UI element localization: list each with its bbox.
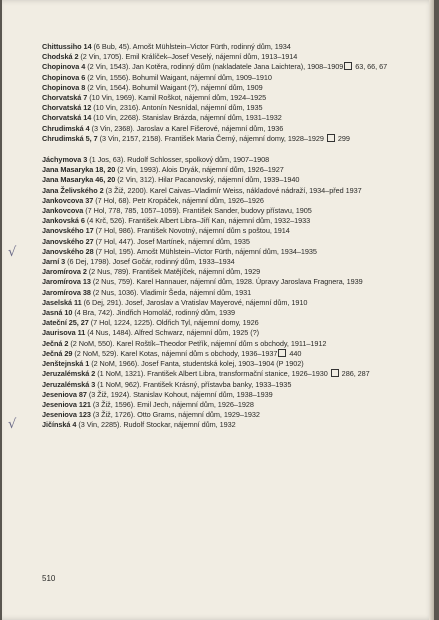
entry-details: (3 Vin, 2157, 2158). František Maria Černý, nájemní domy, 1928–1929 [97,133,326,143]
street-name: Jaromírova 2 [42,267,87,277]
street-name: Jeruzalémská 2 [42,369,96,379]
index-entry [42,308,412,318]
entry-details: (4 Krč, 526). František Albert Libra–Jiří Kan, nájemní dům, 1932–1933 [84,216,311,226]
street-name: Jičínská 4 [42,420,77,430]
entry-group-ch [42,42,412,144]
entry-details: (4 Nus, 1484). Alfred Schwarz, nájemní dům, 1925 (?) [85,328,259,338]
figure-reference-icon [344,62,352,70]
street-name: Chittussiho 14 [42,42,92,51]
street-name: Chopinova 6 [42,72,86,82]
index-entry [42,237,412,247]
entry-details: (3 Žiž, 1726). Otto Grams, nájemní dům, 1929–1932 [90,410,260,420]
page-spine-shadow [429,0,434,620]
entry-details: (10 Vin, 2268). Stanislav Brázda, nájemní dům, 1931–1932 [91,113,282,123]
street-name: Jeruzalémská 3 [42,379,96,389]
index-entry [42,247,412,257]
entry-details: (10 Vin, 2316). Antonín Nesnídal, nájemní dům, 1935 [91,103,263,113]
index-entry [42,175,412,185]
index-entry [42,318,412,328]
street-name: Jankovcova 37 [42,195,94,205]
figure-numbers: 440 [287,348,302,358]
entry-details: (2 Vin, 1993). Alois Dryák, nájemní dům, 1926–1927 [115,165,284,175]
index-entry [42,206,412,216]
street-name: Chodská 2 [42,52,79,62]
index-entry [42,216,412,226]
index-entry [42,267,412,277]
book-page [2,0,434,620]
entry-details: (2 Vin, 1564). Bohumil Waigant (?), nájemní dům, 1909 [85,82,263,92]
index-entry [42,103,412,113]
street-name: Jateční 25, 27 [42,318,89,328]
index-entry [42,113,412,123]
entry-details: (2 Vin, 1705). Emil Králíček–Josef Veselý, nájemní dům, 1913–1914 [78,52,298,62]
street-name: Jáchymova 3 [42,155,88,165]
street-name: Jana Želivského 2 [42,185,104,195]
index-entry [42,165,412,175]
street-name: Jankovcova [42,206,84,216]
index-entry [42,400,412,410]
index-entry [42,369,412,379]
index-entry [42,277,412,287]
index-entry [42,186,412,196]
street-index-text [42,42,412,431]
street-name: Jana Masaryka 46, 20 [42,175,116,185]
entry-details: (3 Žiž, 1924). Stanislav Kohout, nájemní dům, 1938–1939 [86,389,273,399]
index-entry [42,124,412,134]
street-name: Janovského 17 [42,226,94,236]
group-gap [42,144,412,155]
entry-details: (2 Nus, 789). František Matějíček, nájemní dům, 1929 [86,267,261,277]
entry-details: (7 Hol, 1224, 1225). Oldřich Tyl, nájemní domy, 1926 [88,318,259,328]
entry-details: (3 Žiž, 2200). Karel Caivas–Vladimír Weiss, nákladové nádraží, 1934–před 1937 [103,185,362,195]
index-entry [42,73,412,83]
index-entry [42,349,412,359]
entry-details: (10 Vin, 1969). Kamil Roškot, nájemní dům, 1924–1925 [87,93,267,103]
index-entry [42,410,412,420]
street-name: Ječná 29 [42,348,73,358]
figure-reference-icon [327,134,335,142]
street-name: Chrudimská 5, 7 [42,133,98,143]
street-name: Chopinova 4 [42,62,86,72]
entry-group-j [42,155,412,430]
street-name: Jeseniova 121 [42,399,91,409]
index-entry [42,390,412,400]
entry-details: (2 Vin, 312). Hilar Pacanovský, nájemní dům, 1939–1940 [115,175,300,185]
index-entry [42,380,412,390]
street-name: Jana Masaryka 18, 20 [42,165,116,175]
index-entry [42,196,412,206]
index-entry [42,359,412,369]
index-entry [42,155,412,165]
street-name: Jeseniova 123 [42,410,91,420]
street-name: Chopinova 8 [42,82,86,92]
street-name: Jasná 10 [42,308,73,318]
entry-details: (6 Bub, 45). Arnošt Mühlstein–Victor Fürth, rodinný dům, 1934 [91,42,291,51]
index-entry [42,226,412,236]
entry-details: (2 NoM, 1966). Josef Fanta, studentská kolej, 1903–1904 (P 1902) [89,359,304,369]
street-name: Chrudimská 4 [42,123,90,133]
entry-details: (1 Jos, 63). Rudolf Schlosser, spolkový dům, 1907–1908 [87,155,270,165]
street-name: Janovského 27 [42,236,94,246]
index-entry [42,328,412,338]
figure-numbers: 299 [335,133,350,143]
index-entry [42,420,412,430]
index-entry [42,93,412,103]
index-entry [42,62,412,72]
street-name: Jaromírova 13 [42,277,91,287]
figure-reference-icon [278,349,286,357]
entry-details: (4 Bra, 742). Jindřich Homoláč, rodinný dům, 1939 [72,308,236,318]
entry-details: (1 NoM, 1321). František Albert Libra, transformační stanice, 1926–1930 [95,369,330,379]
entry-details: (3 Vin, 2368). Jaroslav a Karel Fišerové, nájemní dům, 1936 [89,123,284,133]
entry-details: (7 Hol, 195). Arnošt Mühlstein–Victor Fürth, nájemní dům, 1934–1935 [93,246,317,256]
street-name: Chorvatská 12 [42,103,92,113]
entry-details: (2 Vin, 1556). Bohumil Waigant, nájemní dům, 1909–1910 [85,72,272,82]
street-name: Jaurisova 11 [42,328,86,338]
street-name: Jeseniova 87 [42,389,87,399]
entry-details: (7 Hol, 778, 785, 1057–1059). František Sander, budovy přístavu, 1905 [83,206,312,216]
index-entry [42,288,412,298]
street-name: Jankovská 6 [42,216,85,226]
entry-details: (1 NoM, 962). František Krásný, přístavba banky, 1933–1935 [95,379,292,389]
handwritten-checkmark: √ [8,417,17,432]
index-entry [42,257,412,267]
street-name: Chorvatská 14 [42,113,92,123]
figure-reference-icon [331,369,339,377]
street-name: Janovského 28 [42,246,94,256]
index-entry [42,298,412,308]
street-name: Jaromírova 38 [42,287,91,297]
entry-details: (2 Nus, 1036). Vladimír Šeda, nájemní dům, 1931 [90,287,252,297]
street-name: Jaselská 11 [42,297,82,307]
index-entry [42,134,412,144]
figure-numbers: 63, 66, 67 [353,62,388,72]
entry-details: (2 Vin, 1543). Jan Kotěra, rodinný dům (nakladatele Jana Laichtera), 1908–1909 [85,62,344,72]
entry-details: (2 Nus, 759). Karel Hannauer, nájemní dům, 1928. Úpravy Jaroslava Fragnera, 1939 [90,277,363,287]
street-name: Jenštejnská 1 [42,359,90,369]
street-name: Chorvatská 7 [42,93,88,103]
entry-details: (2 NoM, 550). Karel Roštík–Theodor Petřík, nájemní dům s obchody, 1911–1912 [68,338,327,348]
entry-details: (6 Dej, 1798). Josef Gočár, rodinný dům, 1933–1934 [65,257,235,267]
index-entry [42,52,412,62]
index-entry [42,339,412,349]
entry-details: (3 Vin, 2285). Rudolf Stockar, nájemní dům, 1932 [76,420,236,430]
entry-details: (3 Žiž, 1596). Emil Jech, nájemní dům, 1926–1928 [90,399,254,409]
page-number: 510 [42,574,56,583]
index-entry [42,83,412,93]
entry-details: (7 Hol, 447). Josef Martínek, nájemní dům, 1935 [93,236,250,246]
figure-numbers: 286, 287 [339,369,370,379]
entry-details: (7 Hol, 68). Petr Kropáček, nájemní dům, 1926–1926 [93,195,264,205]
entry-details: (2 NoM, 529). Karel Kotas, nájemní dům s obchody, 1936–1937 [72,348,278,358]
index-entry [42,42,412,52]
entry-details: (7 Hol, 986). František Novotný, nájemní dům s poštou, 1914 [93,226,290,236]
street-name: Ječná 2 [42,338,69,348]
street-name: Jarní 3 [42,257,66,267]
handwritten-checkmark: √ [8,245,17,260]
entry-details: (6 Dej, 291). Josef, Jaroslav a Vratislav Mayerové, nájemní dům, 1910 [81,297,308,307]
